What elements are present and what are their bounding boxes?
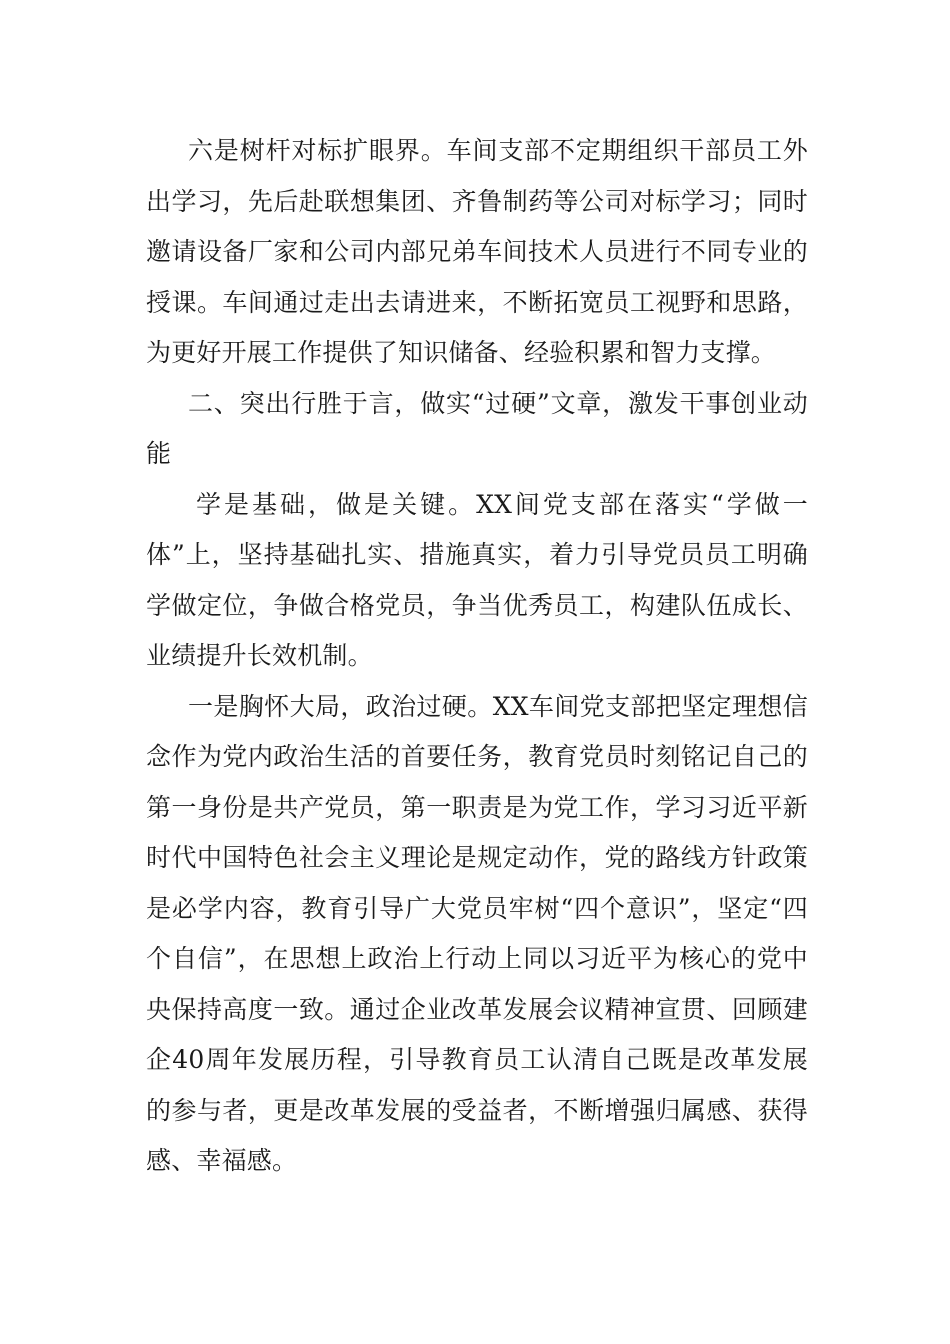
paragraph-benchmarking: 六是树杆对标扩眼界。车间支部不定期组织干部员工外出学习，先后赴联想集团、齐鲁制药等公司对标学习；同时邀请设备厂家和公司内部兄弟车间技术人员进行不同专业的授课。车间通过走出去请进来，不断拓宽员工视野和思路，为更好开展工作提供了知识储备、经验积累和智力支撑。 <box>146 136 808 367</box>
paragraph-learning-doing: 学是基础，做是关键。XX间党支部在落实“学做一体”上，坚持基础扎实、措施真实，着力引导党员员工明确学做定位，争做合格党员，争当优秀员工，构建队伍成长、业绩提升长效机制。 <box>146 489 808 670</box>
section-heading-two: 二、突出行胜于言，做实“过硬”文章，激发干事创业动能 <box>146 388 808 468</box>
document-body <box>146 126 808 1187</box>
paragraph-political-strength: 一是胸怀大局，政治过硬。XX车间党支部把坚定理想信念作为党内政治生活的首要任务，教育党员时刻铭记自己的第一身份是共产党员，第一职责是为党工作，学习习近平新时代中国特色社会主义理论是规定动作，党的路线方针政策是必学内容，教育引导广大党员牢树“四个意识”，坚定“四个自信”，在思想上政治上行动上同以习近平为核心的党中央保持高度一致。通过企业改革发展会议精神宣贯、回顾建企40周年发展历程，引导教育员工认清自己既是改革发展的参与者，更是改革发展的受益者，不断增强归属感、获得感、幸福感。 <box>146 691 808 1175</box>
